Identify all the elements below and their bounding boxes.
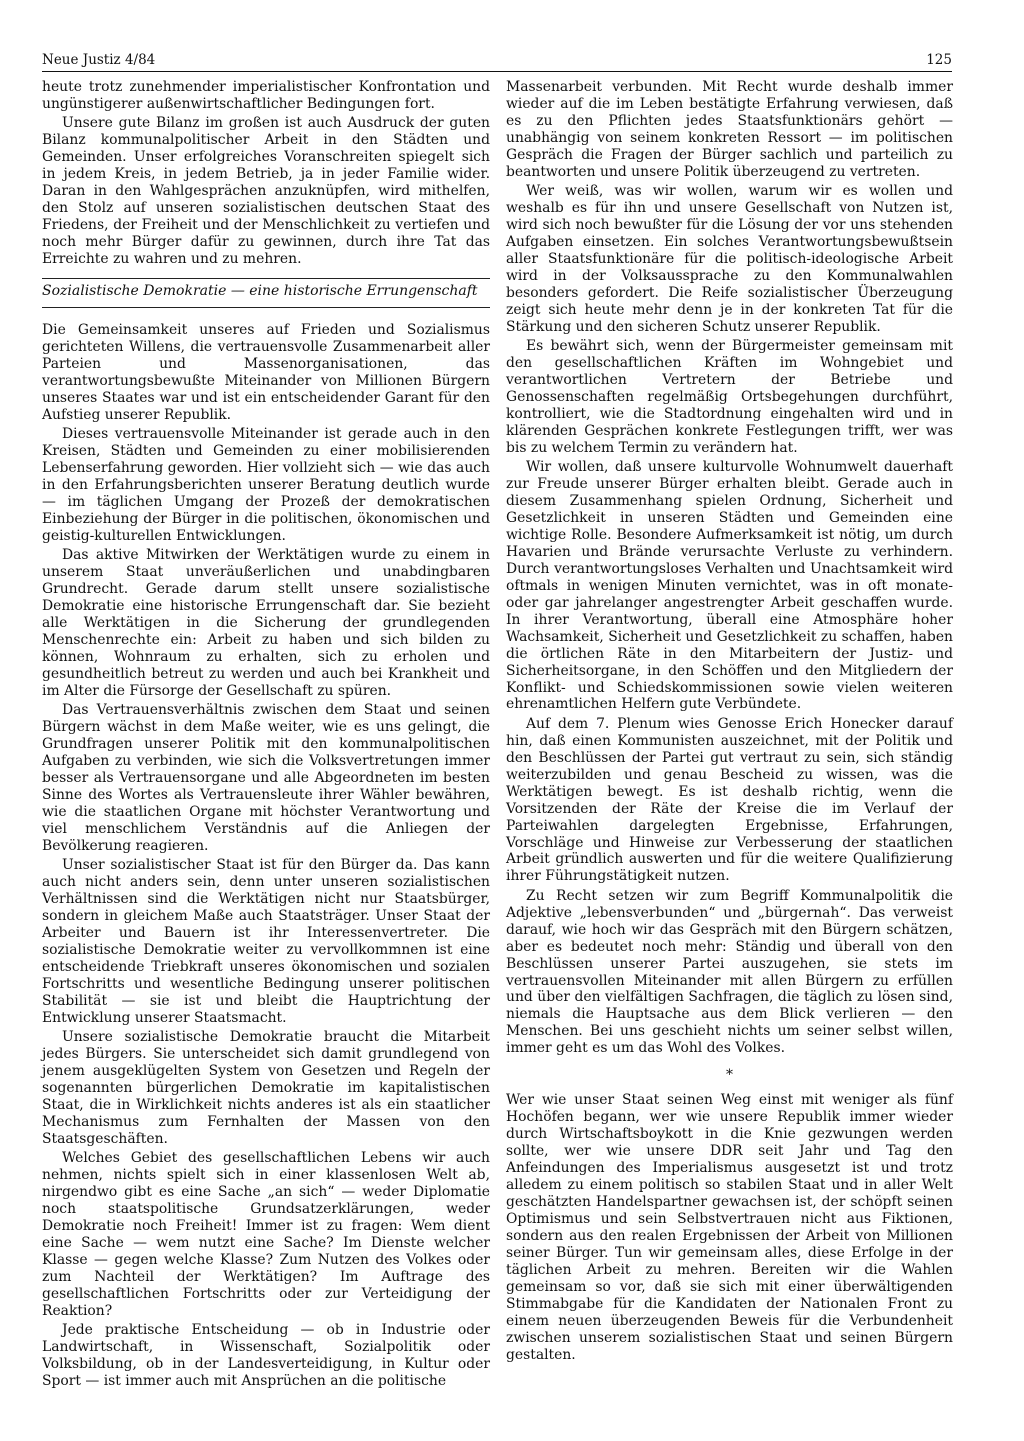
paragraph: Zu Recht setzen wir zum Begriff Kommunalpolitik die Adjektive „lebensverbunden“ und „bürgernah“. Das verweist darauf, wie hoch wir das Gespräch mit den Bürgern schätzen, aber es bedeutet noch mehr: Ständig und überall von den Beschlüssen unserer Partei auszugehen, sie stets im vertrauensvollen Miteinander mit allen Bürgern zu erfüllen und über den vielfältigen Sachfragen, die täglich zu lösen sind, niemals die Hauptsache aus dem Blick verlieren — den Menschen. Bei uns geschieht nichts um seiner selbst willen, immer geht es um das Wohl des Volkes. xyxy=(506,887,953,1057)
paragraph: Wir wollen, daß unsere kulturvolle Wohnumwelt dauerhaft zur Freude unserer Bürger erhalten bleibt. Gerade auch in diesem Zusammenhang spielen Ordnung, Sicherheit und Gesetzlichkeit in unseren Städten und Gemeinden eine wichtige Rolle. Besondere Aufmerksamkeit ist nötig, um durch Havarien und Brände verursachte Verluste zu verhindern. Durch verantwortungsloses Verhalten und Unachtsamkeit wird oftmals in wenigen Minuten vernichtet, was in oft monate- oder gar jahrelanger angestrengter Arbeit geschaffen wurde. In ihrer Verantwortung, überall eine Atmosphäre hoher Wachsamkeit, Sicherheit und Gesetzlichkeit zu schaffen, haben die örtlichen Räte in den Mitarbeitern der Justiz- und Sicherheitsorgane, in den Schöffen und den Mitgliedern der Konflikt- und Schiedskommissionen sowie vielen weiteren ehrenamtlichen Helfern gute Verbündete. xyxy=(506,459,953,713)
paragraph: Jede praktische Entscheidung — ob in Industrie oder Landwirtschaft, in Wissenschaft, Sozialpolitik oder Volksbildung, ob in der Landesverteidigung, in Kultur oder Sport — ist immer auch mit Ansprüchen an die politische xyxy=(42,1321,490,1389)
section-heading: Sozialistische Demokratie — eine historische Errungenschaft xyxy=(42,278,490,308)
paragraph: Wer wie unser Staat seinen Weg einst mit weniger als fünf Hochöfen begann, wer wie unsere Republik immer wieder durch Wirtschaftsboykott in die Knie gezwungen werden sollte, wer wie unsere DDR seit Jahr und Tag den Anfeindungen des Imperialismus ausgesetzt ist und trotz alledem zu einem politisch so stabilen Staat und in aller Welt geschätzten Handelspartner gewachsen ist, der schöpft seinen Optimismus und sein Selbstvertrauen nicht aus Fiktionen, sondern aus den realen Ergebnissen der Arbeit von Millionen seiner Bürger. Tun wir gemeinsam alles, diese Erfolge in der täglichen Arbeit zu mehren. Bereiten wir die Wahlen gemeinsam so vor, daß sie sich mit einer überwältigenden Stimmabgabe für die Kandidaten der Nationalen Front zu einem neuen überzeugenden Beweis für die Verbundenheit zwischen unserem sozialistischen Staat und seinen Bürgern gestalten. xyxy=(506,1092,953,1363)
page-number: 125 xyxy=(926,52,952,68)
paragraph: Welches Gebiet des gesellschaftlichen Lebens wir auch nehmen, nichts spielt sich in einer klassenlosen Welt ab, nirgendwo gibt es eine Sache „an sich“ — weder Diplomatie noch staatspolitische Grundsatzerklärungen, weder Demokratie noch Freiheit! Immer ist zu fragen: Wem dient eine Sache — wem nutzt eine Sache? Im Dienste welcher Klasse — gegen welche Klasse? Zum Nutzen des Volkes oder zum Nachteil der Werktätigen? Im Auftrage des gesellschaftlichen Fortschritts oder zur Verteidigung der Reaktion? xyxy=(42,1149,490,1319)
paragraph: Unsere sozialistische Demokratie braucht die Mitarbeit jedes Bürgers. Sie unterscheidet sich damit grundlegend von jenem ausgeklügelten System von Gesetzen und Regeln der sogenannten bürgerlichen Demokratie im kapitalistischen Staat, die in Wirklichkeit nichts anderes ist als ein staatlicher Mechanismus zum Fernhalten der Massen von den Staatsgeschäften. xyxy=(42,1028,490,1147)
left-column xyxy=(42,79,490,1392)
paragraph: Es bewährt sich, wenn der Bürgermeister gemeinsam mit den gesellschaftlichen Kräften im Wohngebiet und verantwortlichen Vertretern der Betriebe und Genossenschaften regelmäßig Ortsbegehungen durchführt, kontrolliert, wie die Stadtordnung eingehalten wird und in klärenden Gesprächen konkrete Festlegungen trifft, wer was bis zu welchem Termin zu verändern hat. xyxy=(506,338,953,456)
section-separator: * xyxy=(726,1067,733,1084)
header-rule xyxy=(42,71,952,72)
journal-issue: Neue Justiz 4/84 xyxy=(42,52,156,68)
right-column xyxy=(506,79,953,1366)
paragraph: Das Vertrauensverhältnis zwischen dem Staat und seinen Bürgern wächst in dem Maße weiter, wie es uns gelingt, die Grundfragen unserer Politik mit den kommunalpolitischen Aufgaben zu verbinden, wie sich die Volksvertretungen immer besser als Vertrauensorgane und alle Abgeordneten im besten Sinne des Wortes als Vertrauensleute ihrer Wähler bewähren, wie die staatlichen Organe mit höchster Verantwortung und viel menschlichem Verständnis auf die Anliegen der Bevölkerung reagieren. xyxy=(42,701,490,854)
paragraph: Dieses vertrauensvolle Miteinander ist gerade auch in den Kreisen, Städten und Gemeinden zu einer mobilisierenden Lebenserfahrung geworden. Hier vollzieht sich — wie das auch in den Erfahrungsberichten unserer Beratung deutlich wurde — im täglichen Umgang der Prozeß der demokratischen Einbeziehung der Bürger in die politischen, ökonomischen und geistig-kulturellen Entwicklungen. xyxy=(42,425,490,544)
paragraph: Unsere gute Bilanz im großen ist auch Ausdruck der guten Bilanz kommunalpolitischer Arbeit in den Städten und Gemeinden. Unser erfolgreiches Voranschreiten spiegelt sich in jedem Kreis, in jedem Betrieb, ja in jeder Familie wider. Daran in den Wahlgesprächen anzuknüpfen, wird mithelfen, den Stolz auf unseren sozialistischen deutschen Staat des Friedens, der Freiheit und der Menschlichkeit zu vertiefen und noch mehr Bürger dafür zu gewinnen, durch ihre Tat das Erreichte zu wahren und zu mehren. xyxy=(42,115,490,267)
paragraph: Wer weiß, was wir wollen, warum wir es wollen und weshalb es für ihn und unsere Gesellschaft von Nutzen ist, wird sich noch bewußter für die Lösung der vor uns stehenden Aufgaben einsetzen. Ein solches Verantwortungsbewußtsein aller Staatsfunktionäre für die politisch-ideologische Arbeit wird in der Volksaussprache zu den Kommunalwahlen besonders gefordert. Die Reife sozialistischer Überzeugung zeigt sich heute mehr denn je in der konkreten Tat für die Stärkung und den sicheren Schutz unserer Republik. xyxy=(506,183,953,335)
paragraph: Unser sozialistischer Staat ist für den Bürger da. Das kann auch nicht anders sein, denn unter unseren sozialistischen Verhältnissen sind die Werktätigen nicht nur Staatsbürger, sondern in gleichem Maße auch Staatsträger. Unser Staat der Arbeiter und Bauern ist ihr Interessenvertreter. Die sozialistische Demokratie weiter zu vervollkommnen ist eine entscheidende Triebkraft unseres ökonomischen und sozialen Fortschritts und wesentliche Bedingung unserer politischen Stabilität — sie ist und bleibt die Hauptrichtung der Entwicklung unserer Staatsmacht. xyxy=(42,856,490,1026)
paragraph: Auf dem 7. Plenum wies Genosse Erich Honecker darauf hin, daß einen Kommunisten auszeichnet, mit der Politik und den Beschlüssen der Partei gut vertraut zu sein, sich ständig weiterzubilden und genau Bescheid zu wissen, was die Werktätigen bewegt. Es ist deshalb richtig, wenn die Vorsitzenden der Räte der Kreise die im Verlauf der Parteiwahlen dargelegten Ergebnisse, Erfahrungen, Vorschläge und Hinweise zur Verbesserung der staatlichen Arbeit gründlich auswerten und für die weitere Qualifizierung ihrer Führungstätigkeit nutzen. xyxy=(506,715,953,885)
paragraph: Die Gemeinsamkeit unseres auf Frieden und Sozialismus gerichteten Willens, die vertrauensvolle Zusammenarbeit aller Parteien und Massenorganisationen, das verantwortungsbewußte Miteinander von Millionen Bürgern unseres Staates war und ist ein entscheidender Garant für den Aufstieg unserer Republik. xyxy=(42,321,490,423)
paragraph: heute trotz zunehmender imperialistischer Konfrontation und ungünstigerer außenwirtschaftlicher Bedingungen fort. xyxy=(42,79,490,112)
paragraph: Massenarbeit verbunden. Mit Recht wurde deshalb immer wieder auf die im Leben bestätigte Erfahrung verwiesen, daß es zu den Pflichten jedes Staatsfunktionärs gehört — unabhängig von seinem konkreten Ressort — im politischen Gespräch die Fragen der Bürger sachlich und parteilich zu beantworten und unsere Politik überzeugend zu vertreten. xyxy=(506,79,953,180)
paragraph: Das aktive Mitwirken der Werktätigen wurde zu einem in unserem Staat unveräußerlichen und unabdingbaren Grundrecht. Gerade darum stellt unsere sozialistische Demokratie eine historische Errungenschaft dar. Sie bezieht alle Werktätigen in die Sicherung der grundlegenden Menschenrechte ein: Arbeit zu haben und sich bilden zu können, Wohnraum zu erhalten, sich zu erholen und gesundheitlich betreut zu werden und auch bei Krankheit und im Alter die Fürsorge der Gesellschaft zu spüren. xyxy=(42,547,490,699)
running-header xyxy=(42,52,952,72)
